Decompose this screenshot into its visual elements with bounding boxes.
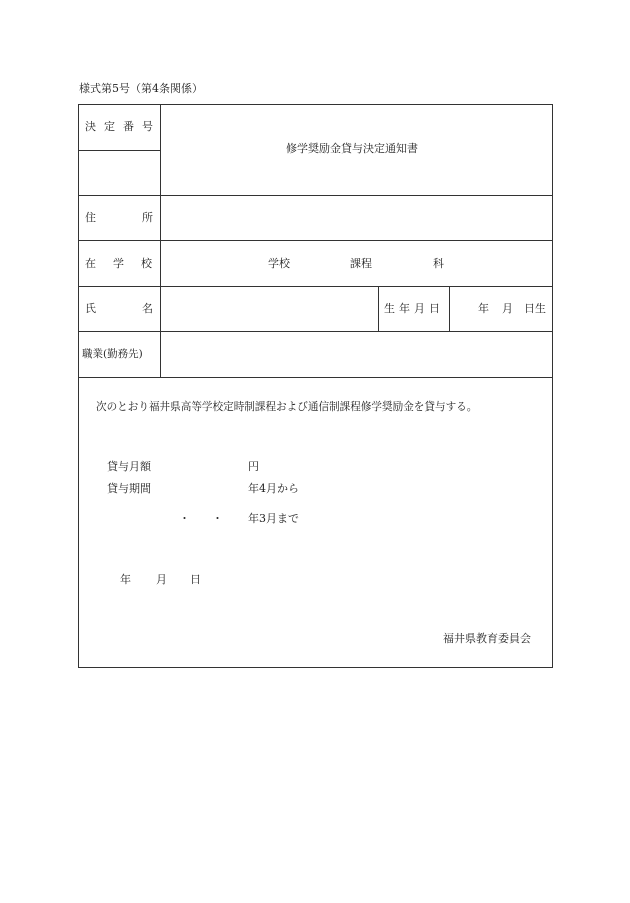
period-label: 貸与期間 — [107, 482, 151, 495]
occupation-label: 職業(勤務先) — [82, 348, 143, 360]
notice-title: 修学奨励金貸与決定通知書 — [286, 142, 418, 155]
decision-divider — [78, 150, 161, 151]
period-dot-1: ・ — [179, 512, 190, 525]
monthly-amount-label: 貸与月額 — [107, 460, 151, 473]
address-value[interactable] — [166, 206, 546, 230]
table-left-border — [78, 104, 79, 668]
decision-number-label: 決定番号 — [85, 120, 161, 133]
period-dot-2: ・ — [212, 512, 223, 525]
issuer-name: 福井県教育委員会 — [443, 632, 531, 645]
table-bottom-border — [78, 667, 553, 668]
issue-date-day: 日 — [190, 573, 201, 586]
birthdate-divider-right — [449, 286, 450, 332]
label-column-divider — [160, 104, 161, 378]
school-unit: 学校 — [268, 257, 290, 270]
row-divider-2 — [78, 240, 553, 241]
decision-number-value[interactable] — [85, 166, 155, 186]
subject-unit: 科 — [433, 257, 444, 270]
birthdate-year: 年 — [478, 302, 489, 315]
name-value[interactable] — [166, 297, 371, 321]
birthdate-label: 生年月日 — [384, 302, 444, 315]
table-top-border — [78, 104, 553, 105]
period-to: 年3月まで — [248, 512, 299, 525]
notice-statement: 次のとおり福井県高等学校定時制課程および通信制課程修学奨励金を貸与する。 — [96, 401, 478, 413]
row-divider-5 — [78, 377, 553, 378]
birthdate-divider-left — [378, 286, 379, 332]
school-label: 在学校 — [85, 257, 169, 270]
row-divider-1 — [78, 195, 553, 196]
row-divider-3 — [78, 286, 553, 287]
monthly-amount-unit: 円 — [248, 460, 259, 473]
birthdate-month: 月 — [502, 302, 513, 315]
occupation-value[interactable] — [166, 342, 546, 366]
form-number: 様式第5号（第4条関係） — [79, 82, 203, 95]
period-from: 年4月から — [248, 482, 299, 495]
address-label: 住所 — [85, 211, 199, 224]
issue-date-month: 月 — [156, 573, 167, 586]
table-right-border — [552, 104, 553, 668]
issue-date-year: 年 — [120, 573, 131, 586]
name-label: 氏名 — [85, 302, 199, 315]
course-unit: 課程 — [350, 257, 372, 270]
row-divider-4 — [78, 331, 553, 332]
birthdate-day: 日生 — [524, 302, 546, 315]
